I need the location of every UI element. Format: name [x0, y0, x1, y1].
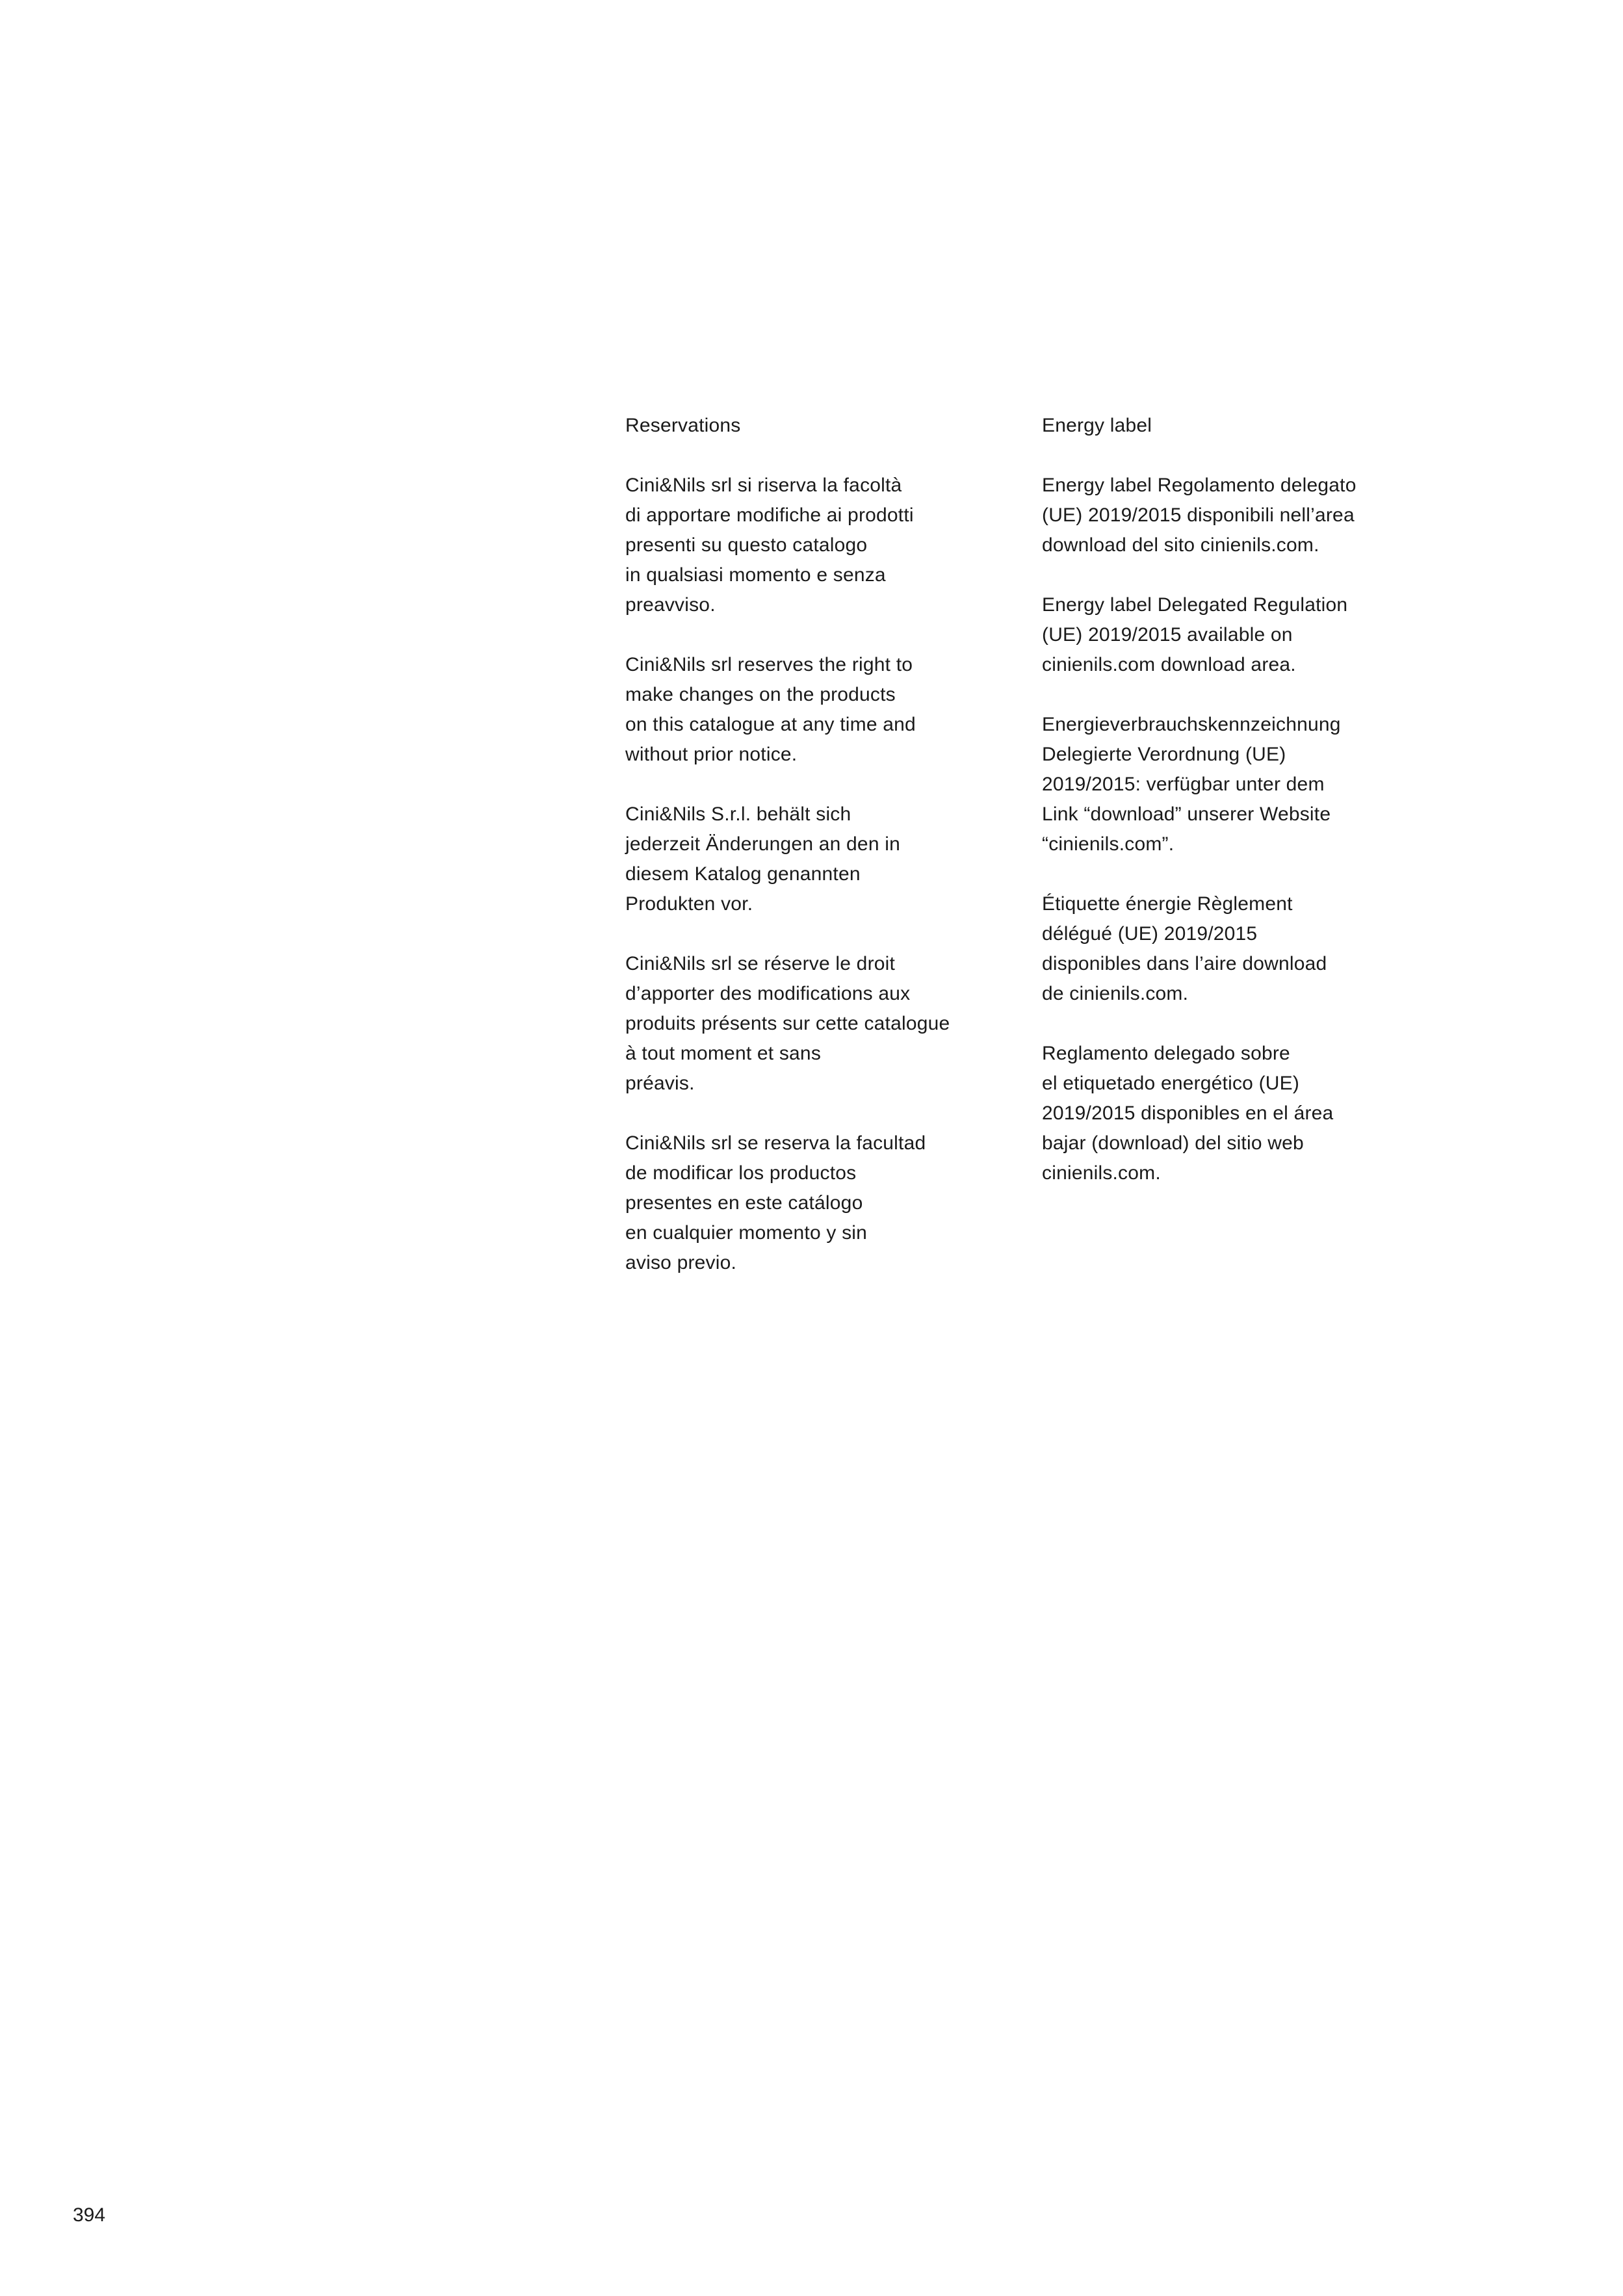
- text-line: délégué (UE) 2019/2015: [1042, 923, 1258, 945]
- text-line: préavis.: [625, 1073, 695, 1094]
- reservations-column: [625, 411, 989, 1278]
- text-line: presenti su questo catalogo: [625, 534, 868, 556]
- text-line: Cini&Nils srl se réserve le droit: [625, 953, 896, 974]
- energy-label-column: [1042, 411, 1406, 1188]
- energy-label-heading: Energy label: [1042, 415, 1152, 436]
- page-number: 394: [73, 2204, 106, 2226]
- reservations-paragraph: [625, 949, 989, 1099]
- text-line: Link “download” unserer Website: [1042, 803, 1331, 825]
- text-line: Étiquette énergie Règlement: [1042, 893, 1293, 915]
- text-line: Produkten vor.: [625, 893, 753, 915]
- text-line: without prior notice.: [625, 744, 798, 765]
- text-line: cinienils.com.: [1042, 1162, 1161, 1184]
- text-line: preavviso.: [625, 594, 716, 616]
- energy-label-paragraph: [1042, 471, 1406, 560]
- text-line: presentes en este catálogo: [625, 1192, 863, 1214]
- text-line: (UE) 2019/2015 available on: [1042, 624, 1293, 646]
- text-line: aviso previo.: [625, 1252, 737, 1273]
- reservations-paragraph: [625, 1128, 989, 1278]
- text-line: on this catalogue at any time and: [625, 714, 916, 735]
- text-line: Energieverbrauchskennzeichnung: [1042, 714, 1341, 735]
- text-line: (UE) 2019/2015 disponibili nell’area: [1042, 504, 1355, 526]
- text-line: 2019/2015 disponibles en el área: [1042, 1102, 1334, 1124]
- text-line: à tout moment et sans: [625, 1043, 822, 1064]
- text-line: diesem Katalog genannten: [625, 863, 861, 885]
- reservations-body: [625, 471, 989, 1278]
- text-line: “cinienils.com”.: [1042, 833, 1175, 855]
- reservations-paragraph: [625, 471, 989, 620]
- text-line: Energy label Regolamento delegato: [1042, 475, 1357, 496]
- reservations-heading: Reservations: [625, 415, 741, 436]
- reservations-paragraph: [625, 650, 989, 770]
- text-line: de cinienils.com.: [1042, 983, 1189, 1004]
- text-line: de modificar los productos: [625, 1162, 857, 1184]
- energy-label-body: [1042, 471, 1406, 1188]
- text-line: in qualsiasi momento e senza: [625, 564, 886, 586]
- text-line: produits présents sur cette catalogue: [625, 1013, 950, 1034]
- text-line: Energy label Delegated Regulation: [1042, 594, 1348, 616]
- reservations-paragraph: [625, 800, 989, 919]
- text-line: di apportare modifiche ai prodotti: [625, 504, 914, 526]
- energy-label-paragraph: [1042, 1039, 1406, 1188]
- text-line: Cini&Nils srl se reserva la facultad: [625, 1132, 926, 1154]
- text-line: el etiquetado energético (UE): [1042, 1073, 1300, 1094]
- text-line: Cini&Nils S.r.l. behält sich: [625, 803, 851, 825]
- energy-label-paragraph: [1042, 710, 1406, 859]
- text-line: make changes on the products: [625, 684, 896, 705]
- text-line: cinienils.com download area.: [1042, 654, 1296, 675]
- text-line: jederzeit Änderungen an den in: [625, 833, 900, 855]
- energy-label-paragraph: [1042, 590, 1406, 680]
- text-line: Reglamento delegado sobre: [1042, 1043, 1290, 1064]
- text-line: Cini&Nils srl si riserva la facoltà: [625, 475, 902, 496]
- text-line: Delegierte Verordnung (UE): [1042, 744, 1286, 765]
- text-line: disponibles dans l’aire download: [1042, 953, 1327, 974]
- text-line: d’apporter des modifications aux: [625, 983, 911, 1004]
- text-line: download del sito cinienils.com.: [1042, 534, 1319, 556]
- text-line: Cini&Nils srl reserves the right to: [625, 654, 913, 675]
- text-line: en cualquier momento y sin: [625, 1222, 868, 1244]
- energy-label-paragraph: [1042, 889, 1406, 1009]
- text-line: 2019/2015: verfügbar unter dem: [1042, 774, 1325, 795]
- text-line: bajar (download) del sitio web: [1042, 1132, 1304, 1154]
